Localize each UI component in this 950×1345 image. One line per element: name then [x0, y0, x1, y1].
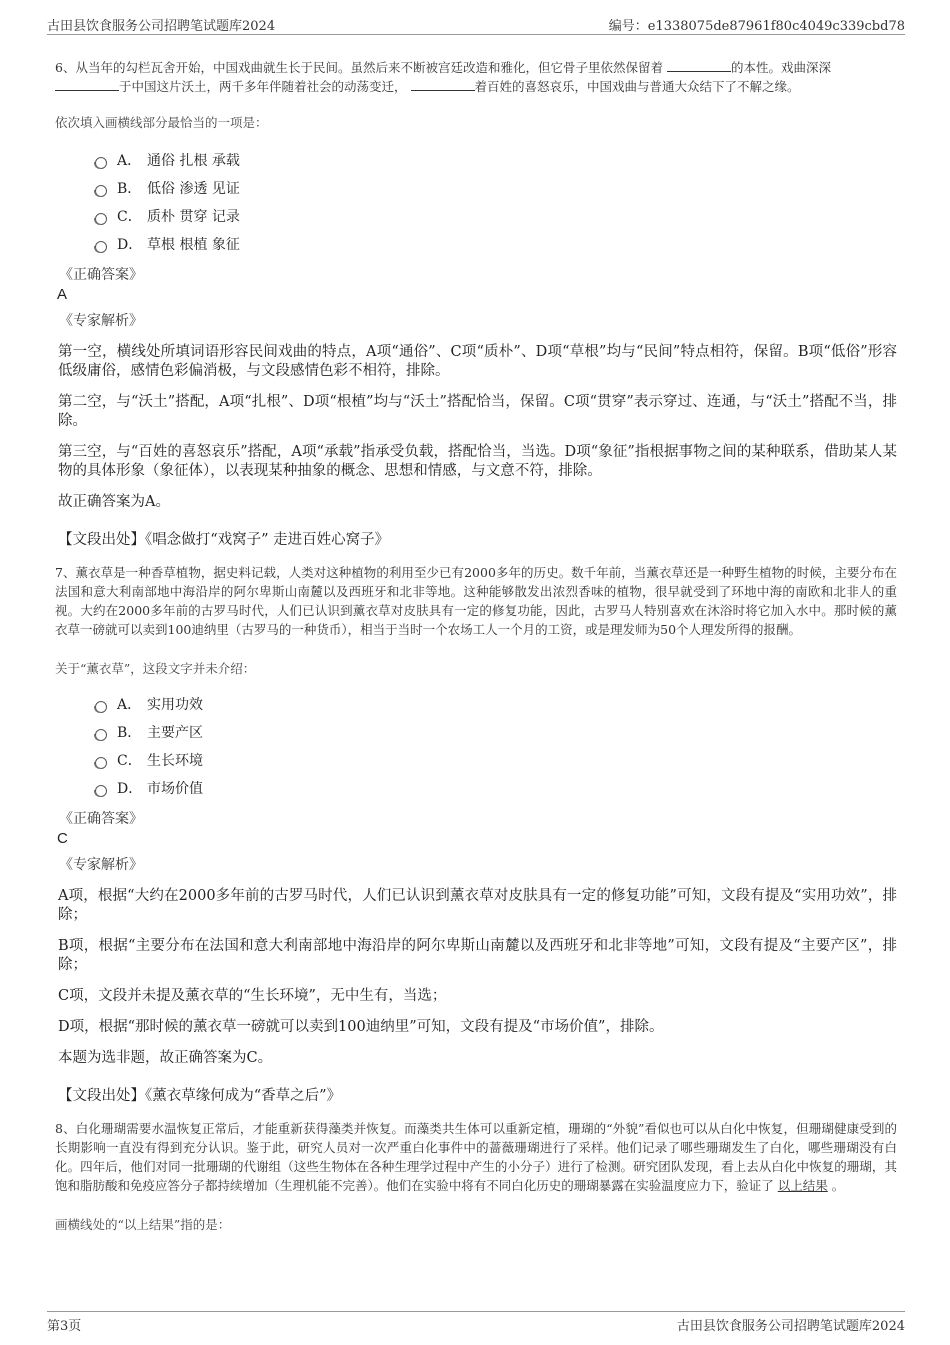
- q8-stem-part2: 。: [831, 1178, 845, 1193]
- q6-stem-part4: 着百姓的喜怒哀乐，中国戏曲与普通大众结下了不解之缘。: [474, 79, 800, 94]
- option-text: 通俗 扎根 承载: [147, 153, 240, 169]
- blank-1: [667, 59, 731, 72]
- header-code: [609, 15, 905, 34]
- option-letter: D．: [117, 781, 143, 797]
- question-7-analysis: [55, 887, 897, 1068]
- radio-button[interactable]: [95, 185, 107, 197]
- q6-stem-part2: 的本性。戏曲深深: [730, 60, 831, 75]
- analysis-paragraph: D项，根据“那时候的薰衣草一磅就可以卖到100迪纳里”可知，文段有提及“市场价值”，排除。: [58, 1019, 664, 1035]
- analysis-paragraph: 本题为选非题，故正确答案为C。: [58, 1050, 273, 1066]
- question-7: [55, 563, 897, 1105]
- option-letter: B．: [117, 181, 142, 197]
- analysis-paragraph: A项，根据“大约在2000多年前的古罗马时代，人们已认识到薰衣草对皮肤具有一定的修复功能”可知，文段有提及“实用功效”，排除；: [58, 888, 897, 923]
- radio-button[interactable]: [95, 213, 107, 225]
- blank-2: [55, 78, 119, 91]
- page-header: [47, 14, 905, 35]
- question-6-analysis: [55, 343, 897, 512]
- header-code-label: 编号：: [608, 19, 648, 34]
- underlined-phrase: 以上结果: [777, 1178, 828, 1193]
- page-footer: [47, 1311, 905, 1334]
- analysis-label: 《专家解析》: [59, 313, 143, 329]
- answer-value: C: [57, 830, 68, 847]
- analysis-label: 《专家解析》: [59, 857, 143, 873]
- q8-stem-part1: 8、白化珊瑚需要水温恢复正常后，才能重新获得藻类并恢复。而藻类共生体可以重新定植，珊瑚的“外貌”看似也可以从白化中恢复，但珊瑚健康受到的长期影响一直没有得到充分认识。鉴于此，研究人员对一次严重白化事件中的蔷薇珊瑚进行了采样。他们记录了哪些珊瑚发生了白化，哪些珊瑚没有白化。四年后，他们对同一批珊瑚的代谢组（这些生物体在各种生理学过程中产生的小分子）进行了检测。研究团队发现，看上去从白化中恢复的珊瑚，其饱和脂肪酸和免疫应答分子都持续增加（生理机能不完善）。他们在实验中将有不同白化历史的珊瑚暴露在实验温度应力下，验证了: [55, 1121, 897, 1193]
- analysis-paragraph: 第二空，与“沃土”搭配，A项“扎根”、D项“根植”均与“沃土”搭配恰当，保留。C项“贯穿”表示穿过、连通，与“沃土”搭配不当，排除。: [58, 394, 897, 429]
- option-a[interactable]: [95, 147, 897, 175]
- option-b[interactable]: [95, 175, 897, 203]
- footer-title: 古田县饮食服务公司招聘笔试题库2024: [676, 1319, 905, 1334]
- radio-button[interactable]: [95, 729, 107, 741]
- question-6: [55, 58, 897, 549]
- header-title: 古田县饮食服务公司招聘笔试题库2024: [47, 19, 276, 34]
- source-citation: 【文段出处】《唱念做打“戏窝子” 走进百姓心窝子》: [58, 532, 390, 548]
- analysis-paragraph: C项，文段并未提及薰衣草的“生长环境”，无中生有，当选；: [58, 988, 447, 1004]
- q6-stem-part3: 于中国这片沃土，两千多年伴随着社会的动荡变迁，: [119, 79, 407, 94]
- option-c[interactable]: [95, 203, 897, 231]
- option-text: 实用功效: [147, 697, 203, 713]
- radio-button[interactable]: [95, 785, 107, 797]
- option-text: 草根 根植 象征: [147, 237, 240, 253]
- option-text: 市场价值: [147, 781, 203, 797]
- blank-3: [411, 78, 475, 91]
- question-6-options: [95, 147, 897, 259]
- question-6-stem: [55, 58, 897, 96]
- analysis-paragraph: 故正确答案为A。: [58, 494, 170, 510]
- question-8-stem: [55, 1119, 897, 1195]
- radio-button[interactable]: [95, 757, 107, 769]
- option-letter: B．: [117, 725, 142, 741]
- page-content: [55, 58, 897, 1233]
- radio-button[interactable]: [95, 157, 107, 169]
- source-citation: 【文段出处】《薰衣草缘何成为“香草之后”》: [58, 1088, 342, 1104]
- radio-button[interactable]: [95, 701, 107, 713]
- radio-button[interactable]: [95, 241, 107, 253]
- option-text: 生长环境: [147, 753, 203, 769]
- answer-label: 《正确答案》: [59, 267, 143, 283]
- question-7-prompt: 关于“薰衣草”，这段文字并未介绍：: [55, 661, 256, 676]
- header-code-value: e1338075de87961f80c4049c339cbd78: [647, 19, 905, 34]
- page-number: 第3页: [47, 1319, 82, 1334]
- option-letter: C．: [117, 753, 142, 769]
- option-letter: A．: [117, 697, 142, 713]
- option-a[interactable]: [95, 691, 897, 719]
- question-8: [55, 1119, 897, 1233]
- option-d[interactable]: [95, 231, 897, 259]
- q6-stem-part1: 6、从当年的勾栏瓦舍开始，中国戏曲就生长于民间。虽然后来不断被宫廷改造和雅化，但它骨子里依然保留着: [55, 60, 663, 75]
- option-text: 主要产区: [147, 725, 203, 741]
- option-letter: A．: [117, 153, 142, 169]
- analysis-paragraph: B项，根据“主要分布在法国和意大利南部地中海沿岸的阿尔卑斯山南麓以及西班牙和北非等地”可知，文段有提及“主要产区”，排除；: [58, 938, 897, 973]
- option-text: 低俗 渗透 见证: [147, 181, 240, 197]
- question-7-options: [95, 691, 897, 803]
- option-d[interactable]: [95, 775, 897, 803]
- option-text: 质朴 贯穿 记录: [147, 209, 240, 225]
- question-7-stem: 7、薰衣草是一种香草植物，据史料记载，人类对这种植物的利用至少已有2000多年的历史。数千年前，当薰衣草还是一种野生植物的时候，主要分布在法国和意大利南部地中海沿岸的阿尔卑斯山南麓以及西班牙和北非等地。这种能够散发出浓烈香味的植物，很早就受到了环地中海的南欧和北非人的重视。大约在2000多年前的古罗马时代，人们已认识到薰衣草对皮肤具有一定的修复功能，因此，古罗马人特别喜欢在沐浴时将它加入水中。那时候的薰衣草一磅就可以卖到100迪纳里（古罗马的一种货币），相当于当时一个农场工人一个月的工资，或是理发师为50个人理发所得的报酬。: [55, 565, 897, 637]
- option-c[interactable]: [95, 747, 897, 775]
- option-b[interactable]: [95, 719, 897, 747]
- answer-value: A: [57, 286, 68, 303]
- analysis-paragraph: 第三空，与“百姓的喜怒哀乐”搭配，A项“承载”指承受负载，搭配恰当，当选。D项“象征”指根据事物之间的某种联系，借助某人某物的具体形象（象征体），以表现某种抽象的概念、思想和情感，与文意不符，排除。: [58, 444, 897, 479]
- option-letter: D．: [117, 237, 143, 253]
- answer-label: 《正确答案》: [59, 811, 143, 827]
- analysis-paragraph: 第一空，横线处所填词语形容民间戏曲的特点，A项“通俗”、C项“质朴”、D项“草根”均与“民间”特点相符，保留。B项“低俗”形容低级庸俗，感情色彩偏消极，与文段感情色彩不相符，排除。: [58, 344, 897, 379]
- option-letter: C．: [117, 209, 142, 225]
- question-6-prompt: 依次填入画横线部分最恰当的一项是：: [55, 115, 268, 130]
- question-8-prompt: 画横线处的“以上结果”指的是：: [55, 1217, 231, 1232]
